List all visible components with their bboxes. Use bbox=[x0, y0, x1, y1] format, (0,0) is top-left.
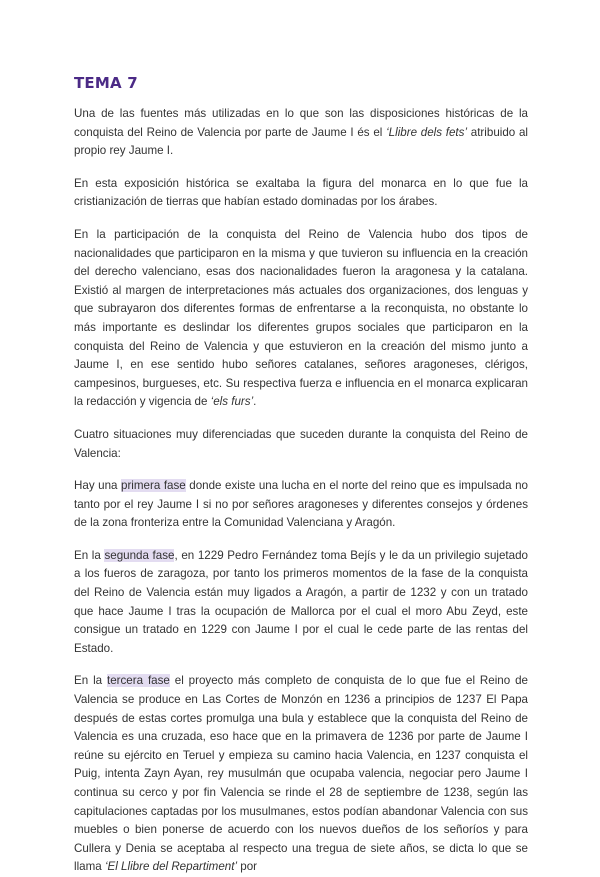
paragraph bbox=[74, 105, 528, 161]
text-run: Hay una bbox=[74, 479, 121, 493]
text-run: , en 1229 Pedro Fernández toma Bejís y le da un privilegio sujetado a los fueros de zaragoza, por tanto los primeros momentos de la fase de la conquista del Reino de Valencia están muy ligados a Aragón, a partir de 1232 y con un tratado que hace Jaume I tras la ocupación de Mallorca por el cual el moro Abu Zeyd, este consigue un tratado en 1229 con Jaume I por el cual le cede parte de las rentas del Estado. bbox=[74, 548, 528, 655]
highlighted-phrase: primera fase bbox=[121, 479, 186, 493]
text-run: En la participación de la conquista del Reino de Valencia hubo dos tipos de nacionalidades que participaron en la misma y que tuvieron su influencia en la creación del derecho valenciano, esas dos nacionalidades fueron la aragonesa y la catalana. Existió al margen de interpretaciones más actuales dos organizaciones, dos lenguas y que subrayaron dos diferentes formas de enfrentarse a la reconquista, no obstante lo más importante es deslindar los diferentes grupos sociales que participaron en la conquista del Reino de Valencia y que estuvieron en la creación del mismo junto a Jaume I, en ese sentido hubo señores catalanes, señores aragoneses, clérigos, campesinos, burgueses, etc. Su respectiva fuerza e influencia en el monarca explicaran la redacción y vigencia de bbox=[74, 227, 528, 409]
text-run: En la bbox=[74, 548, 105, 562]
paragraph bbox=[74, 426, 528, 463]
paragraph bbox=[74, 175, 528, 212]
text-run: donde existe una lucha en el norte del reino que es impulsada no tanto por el rey Jaume I si no por señores aragoneses y diferentes consejos y órdenes de la zona fronteriza entre la Comunidad Valenciana y Aragón. bbox=[74, 479, 528, 530]
highlighted-phrase: tercera fase bbox=[106, 674, 170, 688]
paragraph bbox=[74, 477, 528, 533]
text-run: atribuido al propio rey Jaume I. bbox=[74, 125, 528, 158]
paragraph bbox=[74, 547, 528, 659]
text-run: En la bbox=[74, 674, 107, 688]
text-run: . bbox=[253, 395, 257, 409]
text-run: el proyecto más completo de conquista de lo que fue el Reino de Valencia se produce en Las Cortes de Monzón en 1236 a principios de 1237 El Papa después de estas cortes promulga una bula y establece que la conquista del Reino de Valencia es una cruzada, eso hace que en la primavera de 1236 por parte de Jaume I reúne su ejército en Teruel y empieza su camino hacia Valencia, en 1237 conquista el Puig, intenta Zayn Ayan, rey musulmán que ocupaba valencia, negociar pero Jaume I continua su cerco y por fin Valencia se rinde el 28 de septiembre de 1238, según las capitulaciones captadas por los musulmanes, estos podían abandonar Valencia con sus muebles o bien ponerse de acuerdo con los nuevos dueños de los señoríos y para Cullera y Denia se aceptaba al respecto una tregua de siete años, se dicta lo que se llama bbox=[74, 674, 528, 874]
text-run: En esta exposición histórica se exaltaba la figura del monarca en lo que fue la cristianización de tierras que habían estado dominadas por los árabes. bbox=[74, 176, 528, 209]
italic-quote: ‘El Llibre del Repartiment’ bbox=[104, 860, 238, 874]
text-run: por bbox=[237, 860, 258, 874]
document-body bbox=[74, 105, 528, 877]
highlighted-phrase: segunda fase bbox=[104, 548, 175, 562]
italic-quote: ‘els furs’ bbox=[210, 395, 254, 409]
text-run: Cuatro situaciones muy diferenciadas que suceden durante la conquista del Reino de Valencia: bbox=[74, 427, 528, 460]
paragraph bbox=[74, 226, 528, 412]
paragraph bbox=[74, 672, 528, 877]
text-run: Una de las fuentes más utilizadas en lo que son las disposiciones históricas de la conquista del Reino de Valencia por parte de Jaume I és el bbox=[74, 107, 528, 139]
page-title: TEMA 7 bbox=[74, 74, 138, 92]
italic-quote: ‘Llibre dels fets’ bbox=[386, 125, 468, 139]
